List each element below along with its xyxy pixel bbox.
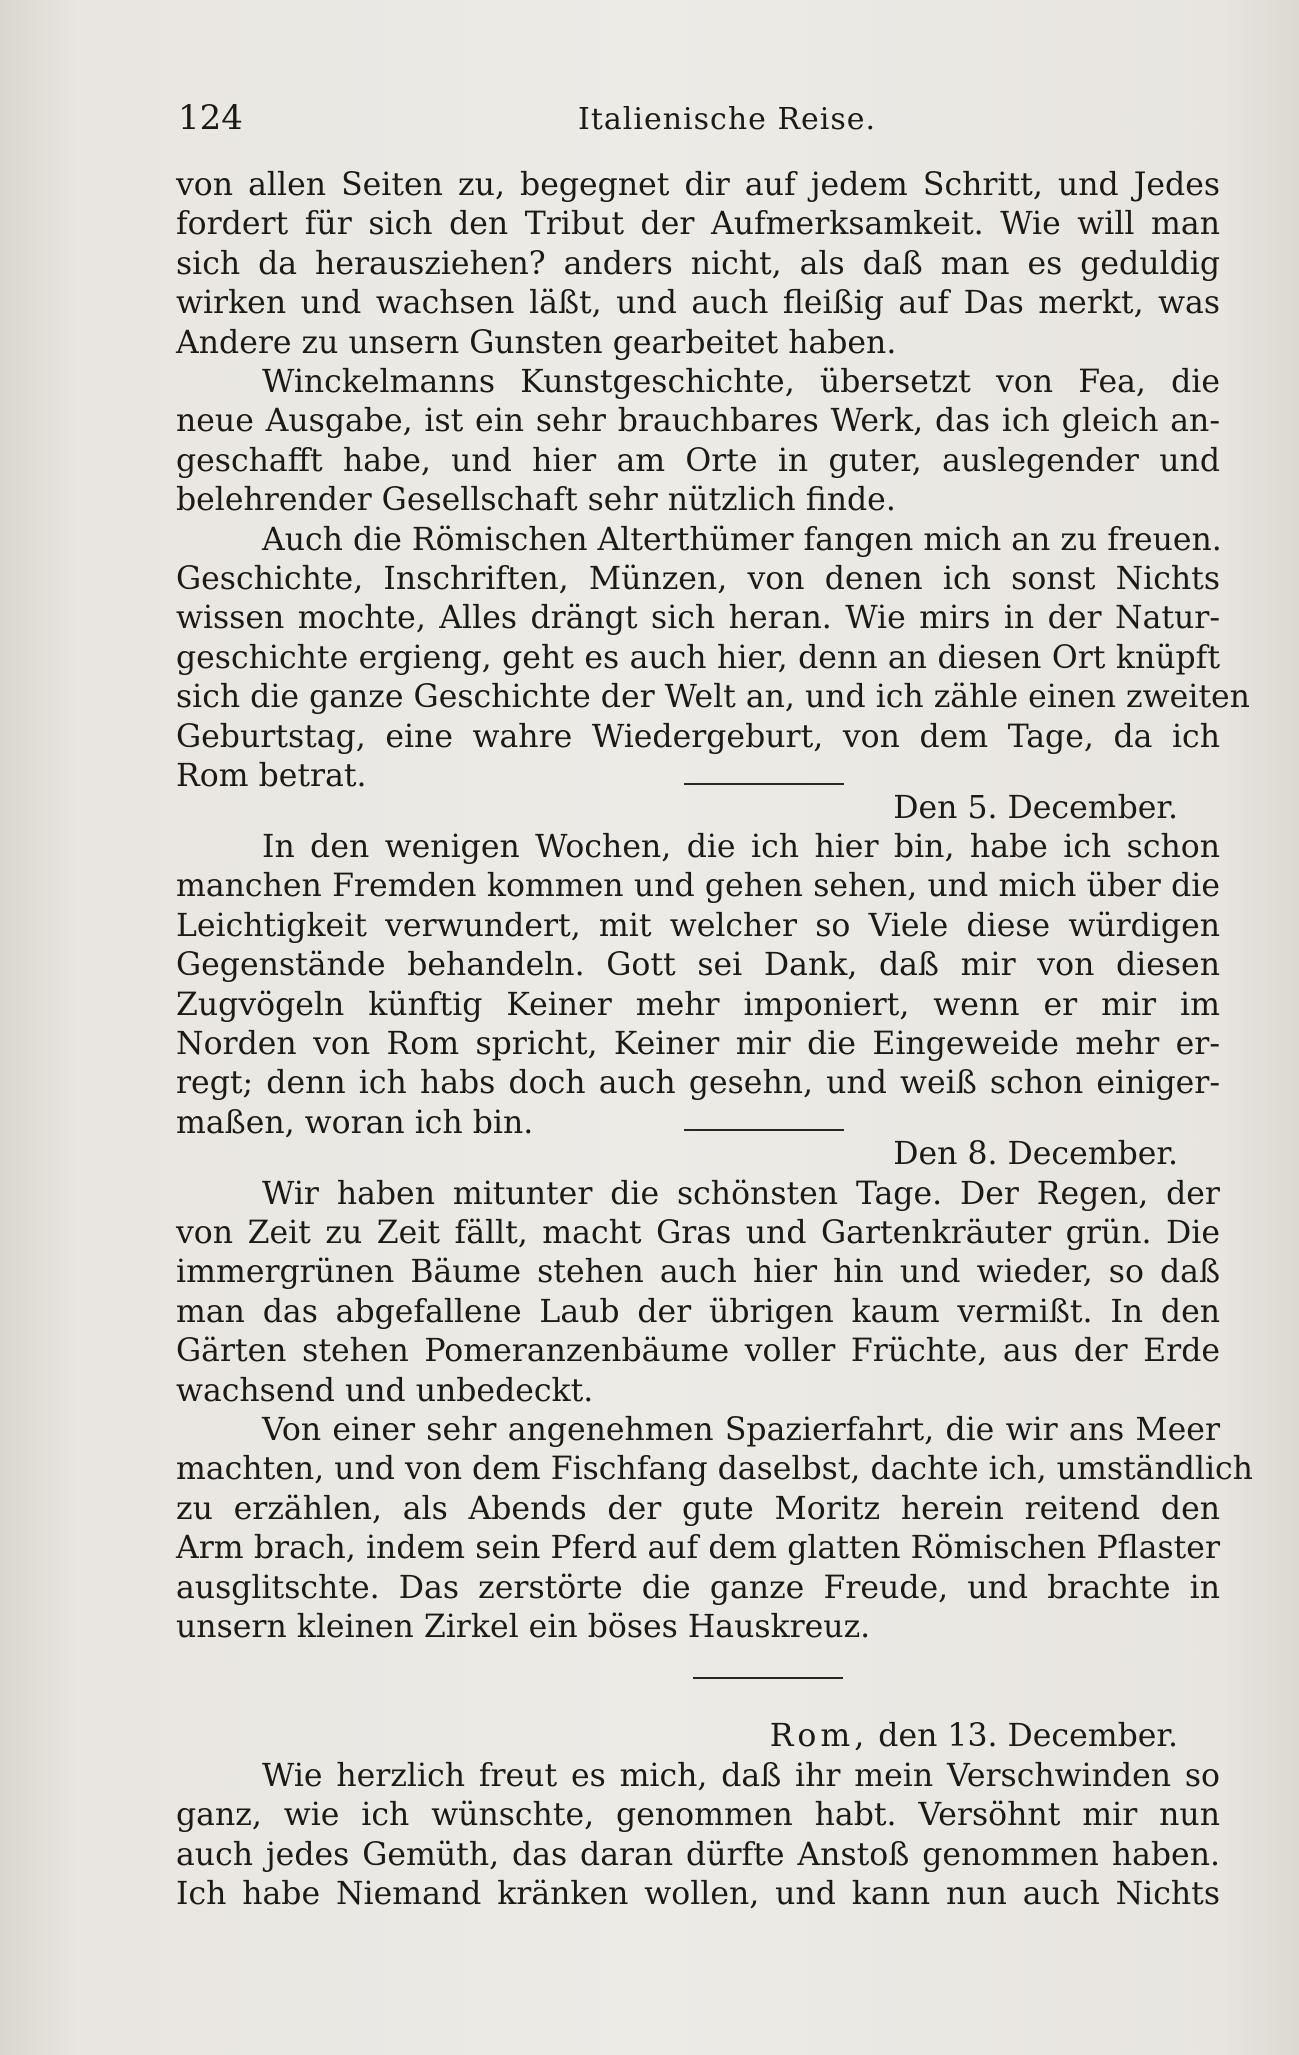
text-line: Ich habe Niemand kränken wollen, und kann nun auch Nichts (176, 1876, 1220, 1913)
text-line: Winckelmanns Kunstgeschichte, übersetzt von Fea, die (262, 364, 1220, 401)
dateline (176, 1717, 1220, 1756)
text-line: Gärten stehen Pomeranzenbäume voller Früchte, aus der Erde (176, 1333, 1220, 1370)
running-title: Italienische Reise. (578, 102, 877, 137)
text-line: fordert für sich den Tribut der Aufmerksamkeit. Wie will man (176, 206, 1220, 243)
text-line: wissen mochte, Alles drängt sich heran. Wie mirs in der Natur- (176, 600, 1220, 637)
dateline: Den 8. December. (893, 1136, 1178, 1173)
text-line: Leichtigkeit verwundert, mit welcher so Viele diese würdigen (176, 907, 1220, 944)
dateline-date: den 13. December. (868, 1718, 1178, 1755)
text-line: Wie herzlich freut es mich, daß ihr mein Verschwinden so (262, 1757, 1220, 1794)
section-divider (684, 783, 844, 785)
paragraph (176, 363, 1220, 521)
text-line: ausglitschte. Das zerstörte die ganze Freude, und brachte in (176, 1569, 1220, 1606)
text-line: wachsend und unbedeckt. (176, 1372, 594, 1409)
text-line: Auch die Römischen Alterthümer fangen mich an zu freuen. (262, 521, 1222, 558)
text-line: belehrender Gesellschaft sehr nützlich finde. (176, 482, 896, 519)
text-line: Gegenstände behandeln. Gott sei Dank, daß mir von diesen (176, 947, 1220, 984)
paragraph (176, 521, 1250, 797)
text-line: Andere zu unsern Gunsten gearbeitet haben. (176, 324, 897, 361)
paragraph (176, 1175, 1220, 1411)
paragraph (176, 166, 1220, 363)
text-line: sich da herausziehen? anders nicht, als daß man es geduldig (176, 245, 1220, 282)
text-line: Arm brach, indem sein Pferd auf dem glatten Römischen Pflaster (176, 1530, 1220, 1567)
text-line: geschichte ergieng, geht es auch hier, denn an diesen Ort knüpft (176, 639, 1220, 676)
text-line: regt; denn ich habs doch auch gesehn, und weiß schon einiger- (176, 1065, 1220, 1102)
text-line: Rom betrat. (176, 758, 367, 795)
paragraph (176, 1411, 1253, 1647)
text-line: zu erzählen, als Abends der gute Moritz herein reitend den (176, 1490, 1220, 1527)
text-line: man das abgefallene Laub der übrigen kaum vermißt. In den (176, 1293, 1220, 1330)
section-divider (693, 1677, 843, 1679)
text-line: geschafft habe, und hier am Orte in guter, auslegender und (176, 442, 1220, 479)
text-line: von Zeit zu Zeit fällt, macht Gras und Gartenkräuter grün. Die (176, 1214, 1220, 1251)
text-line: immergrünen Bäume stehen auch hier hin und wieder, so daß (176, 1254, 1220, 1291)
text-line: Geburtstag, eine wahre Wiedergeburt, von dem Tage, da ich (176, 718, 1220, 755)
page-number: 124 (178, 98, 243, 138)
dateline-place: Rom, (769, 1718, 869, 1755)
dateline: Den 5. December. (893, 789, 1178, 826)
text-line: sich die ganze Geschichte der Welt an, und ich zähle einen zweiten (176, 679, 1250, 716)
paragraph (176, 1757, 1220, 1915)
text-line: von allen Seiten zu, begegnet dir auf jedem Schritt, und Jedes (176, 167, 1220, 203)
text-line: In den wenigen Wochen, die ich hier bin, habe ich schon (262, 828, 1220, 865)
text-line: Von einer sehr angenehmen Spazierfahrt, die wir ans Meer (262, 1412, 1220, 1448)
page-body (176, 166, 1253, 1914)
text-line: Zugvögeln künftig Keiner mehr imponiert, wenn er mir im (176, 986, 1220, 1023)
page-header (178, 98, 1218, 142)
text-line: manchen Fremden kommen und gehen sehen, und mich über die (176, 868, 1220, 905)
text-line: machten, und von dem Fischfang daselbst, dachte ich, umständlich (176, 1451, 1253, 1488)
text-line: Geschichte, Inschriften, Münzen, von denen ich sonst Nichts (176, 561, 1220, 598)
text-line: wirken und wachsen läßt, und auch fleißig auf Das merkt, was (176, 285, 1220, 322)
text-line: unsern kleinen Zirkel ein böses Hauskreuz. (176, 1609, 871, 1646)
text-line: Norden von Rom spricht, Keiner mir die Eingeweide mehr er- (176, 1025, 1220, 1062)
text-line: Wir haben mitunter die schönsten Tage. Der Regen, der (262, 1175, 1220, 1212)
text-line: maßen, woran ich bin. (176, 1104, 534, 1141)
section-divider (684, 1129, 844, 1131)
text-line: auch jedes Gemüth, das daran dürfte Anstoß genommen haben. (176, 1836, 1220, 1873)
text-line: ganz, wie ich wünschte, genommen habt. Versöhnt mir nun (176, 1797, 1220, 1834)
text-line: neue Ausgabe, ist ein sehr brauchbares Werk, das ich gleich an- (176, 403, 1220, 440)
paragraph (176, 828, 1220, 1143)
